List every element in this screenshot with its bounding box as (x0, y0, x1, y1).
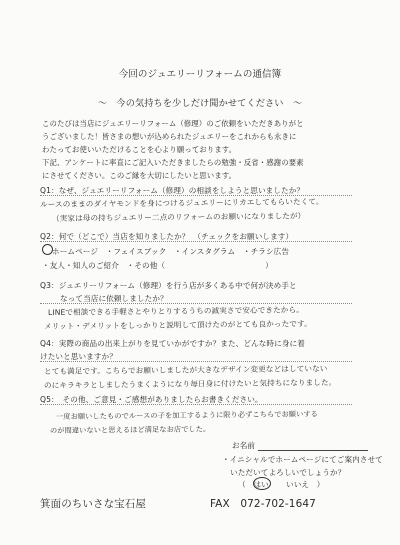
answer-5-line: のが間違いないと思えるほど満足なお店でした。 (49, 424, 211, 435)
intro-line: わたってお使いいただけることを心より願っております。 (42, 145, 237, 154)
page-subtitle: ～ 今の気持ちを少しだけ聞かせてください ～ (97, 98, 303, 109)
question-1: Q1：なぜ、ジュエリーリフォーム（修理）の相談をしようと思いましたか？ (40, 186, 305, 195)
question-4-underline (40, 361, 352, 362)
q2-options-line: ホームページ ・フェイスブック ・インスタグラム ・チラシ広告 (52, 247, 290, 256)
q2-options-line: ・友人・知人のご紹介 ・その他（ ） (42, 261, 273, 270)
yes-circle-mark (253, 477, 271, 490)
answer-5-line: 一度お願いしたものでルースの子を加工するように限り必ずこちらでお願いする (55, 409, 318, 421)
fax-number: FAX 072-702-1647 (210, 498, 316, 510)
name-field-line (258, 450, 368, 451)
answer-1-line: ルースのままのダイヤモンドを身につけるジュエリーにリカエしてもらいたくて。 (39, 197, 324, 209)
consent-no: いいえ ） (286, 480, 325, 489)
consent-question-cont: いただいてよろしいでしょうか？ (230, 468, 346, 477)
answer-3-line: LINEで相談できる手軽さとやりとりするうちの誠実さで安心できたから。 (47, 305, 304, 317)
question-5: Q5： その他、ご意見・ご感想がありましたらお書きください。 (40, 395, 263, 404)
consent-yes: （ はい (238, 480, 269, 489)
question-4: Q4：実際の商品の出来上がりを見ていかがですか？また、どんな時に身に着 (40, 339, 305, 348)
intro-line: にさせてください。このご縁を大切にしたいと思います。 (42, 171, 237, 180)
shop-name: 箕面のちいさな宝石屋 (40, 498, 146, 510)
name-label: お名前 (232, 441, 256, 450)
question-5-underline (40, 404, 352, 405)
question-3-cont: なって当店に依頼しましたか？ (60, 294, 168, 303)
intro-line: うございました！皆さまの想いが込められたジュエリーをこれからも永きに (42, 132, 297, 141)
question-3-underline (40, 303, 352, 304)
answer-3-line: メリット・デメリットをしっかりと説明して頂けたのがとても良かったです。 (43, 319, 312, 331)
answer-4-line: とても満足です。こちらでお願いしましたが大きなデザイン変更などはしていない (43, 364, 328, 376)
question-4-cont: けたいと思いますか？ (40, 352, 117, 361)
answer-1-line: （実家は母の持ちジュエリー二点のリフォームのお願いになりましたが） (51, 211, 306, 223)
question-3: Q3：ジュエリーリフォーム（修理）を行う店が多くある中で何が決め手と (40, 281, 297, 290)
answer-4-line: のにキラキラとしましたうまくようになり毎日身に付けたいと気持ちになりました。 (43, 377, 337, 390)
intro-line: このたびは当店にジュエリーリフォーム（修理）のご依頼をいただきありがと (42, 119, 304, 128)
page-title: 今回のジュエリーリフォームの通信簿 (118, 69, 282, 80)
consent-question: ・イニシャルでホームページにてご案内させて (222, 455, 383, 464)
question-2: Q2：何で（どこで）当店を知りましたか？ （チェックをお願いします） (40, 232, 294, 241)
question-2-underline (40, 241, 352, 242)
intro-line: 下記、アンケートに率直にご記入いただきましたらの勉強・反省・感謝の要素 (42, 158, 304, 167)
